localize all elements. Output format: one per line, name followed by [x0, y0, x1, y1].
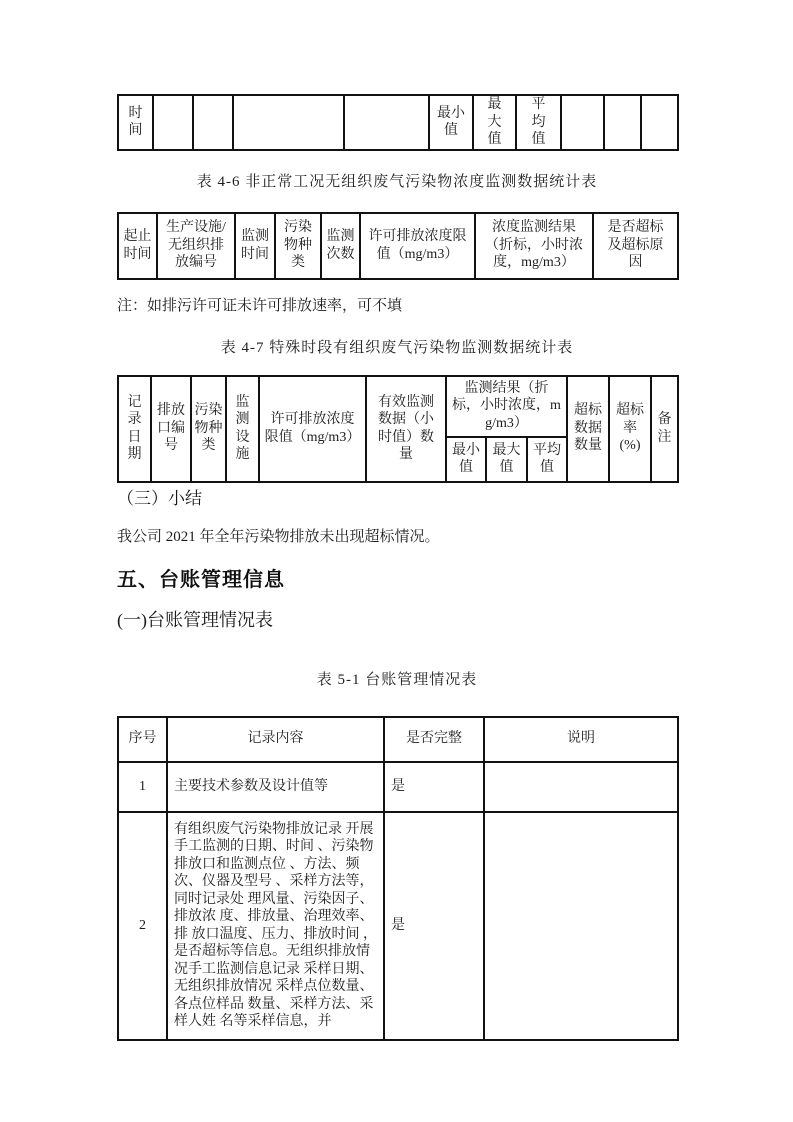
header-pollutant-type: 污染物种类	[191, 376, 226, 482]
cell-serial-no: 2	[118, 812, 167, 1040]
cell-record-content: 有组织废气污染物排放记录 开展手工监测的日期、时间 、污染物排放口和监测点位 、方法、频次、仪器及型号 、采样方法等，同时记录处 理风量、污染因子、排放浓 度、排放量、治理效率、排 放口温度、压力、排放时间 ，是否超标等信息。无组织排放情况手工监测信息记录 采样日期、无组织排放情况 采样点位数量、各点位样品 数量、采样方法、采样人姓 名等采样信息，并	[167, 812, 384, 1040]
header-concentration-result: 浓度监测结果（折标，小时浓度，mg/m3）	[475, 213, 593, 279]
header-is-complete: 是否完整	[384, 717, 484, 762]
header-record-date: 记录日期	[118, 376, 151, 482]
header-valid-data-count: 有效监测数据（小时值）数量	[366, 376, 446, 482]
table-header-row	[118, 213, 678, 279]
header-exceed-rate: 超标率(%)	[609, 376, 651, 482]
table-row	[118, 762, 678, 812]
cell-empty	[641, 95, 678, 150]
subheader-max-value: 最大值	[486, 437, 527, 482]
header-permitted-limit: 许可排放浓度限值（mg/m3）	[360, 213, 475, 279]
cell-explanation	[484, 812, 678, 1040]
cell-empty	[561, 95, 604, 150]
cell-empty	[193, 95, 233, 150]
cell-empty	[153, 95, 193, 150]
header-outlet-id: 排放口编号	[151, 376, 191, 482]
table-4-6-note: 注：如排污许可证未许可排放速率，可不填	[117, 297, 403, 314]
table-4-6-caption: 表 4-6 非正常工况无组织废气污染物浓度监测数据统计表	[196, 173, 598, 190]
cell-explanation	[484, 762, 678, 812]
cell-empty	[344, 95, 429, 150]
table-row	[118, 95, 678, 150]
subheader-avg-value: 平均值	[527, 437, 567, 482]
page-content	[117, 94, 677, 1041]
header-exceed-reason: 是否超标及超标原因	[593, 213, 678, 279]
section-5-subheading: (一)台账管理情况表	[117, 609, 273, 630]
cell-max-value: 最大值	[473, 95, 516, 150]
table-row	[118, 812, 678, 1040]
cell-time-label: 时间	[118, 95, 153, 150]
table-4-6	[117, 212, 679, 280]
table-4-7-caption: 表 4-7 特殊时段有组织废气污染物监测数据统计表	[220, 339, 574, 356]
header-pollutant-type: 污染物种类	[275, 213, 321, 279]
section-5-heading: 五、台账管理信息	[117, 568, 285, 591]
cell-is-complete: 是	[384, 812, 484, 1040]
table-header-row	[118, 717, 678, 762]
header-permitted-limit: 许可排放浓度限值（mg/m3）	[259, 376, 366, 482]
header-monitor-facility: 监测设施	[226, 376, 259, 482]
monitoring-stats-continuation-table	[117, 94, 679, 151]
cell-record-content: 主要技术参数及设计值等	[167, 762, 384, 812]
cell-empty	[233, 95, 344, 150]
header-monitor-count: 监测次数	[321, 213, 360, 279]
table-5-1-caption: 表 5-1 台账管理情况表	[316, 671, 478, 688]
header-monitor-time: 监测时间	[235, 213, 275, 279]
header-monitor-result-group: 监测结果（折标，小时浓度，mg/m3）	[446, 376, 567, 437]
table-5-1	[117, 716, 679, 1041]
cell-empty	[604, 95, 641, 150]
header-exceed-data-count: 超标数据数量	[567, 376, 609, 482]
cell-min-value: 最小值	[429, 95, 473, 150]
cell-serial-no: 1	[118, 762, 167, 812]
table-header-row	[118, 376, 678, 437]
header-explanation: 说明	[484, 717, 678, 762]
cell-is-complete: 是	[384, 762, 484, 812]
table-4-7	[117, 375, 679, 483]
summary-paragraph: 我公司 2021 年全年污染物排放未出现超标情况。	[117, 528, 440, 545]
header-remarks: 备注	[651, 376, 678, 482]
summary-heading: （三）小结	[117, 488, 202, 508]
subheader-min-value: 最小值	[446, 437, 486, 482]
header-serial-no: 序号	[118, 717, 167, 762]
header-facility-outlet-id: 生产设施/无组织排放编号	[157, 213, 235, 279]
header-start-end-time: 起止时间	[118, 213, 157, 279]
cell-avg-value: 平均值	[516, 95, 561, 150]
header-record-content: 记录内容	[167, 717, 384, 762]
